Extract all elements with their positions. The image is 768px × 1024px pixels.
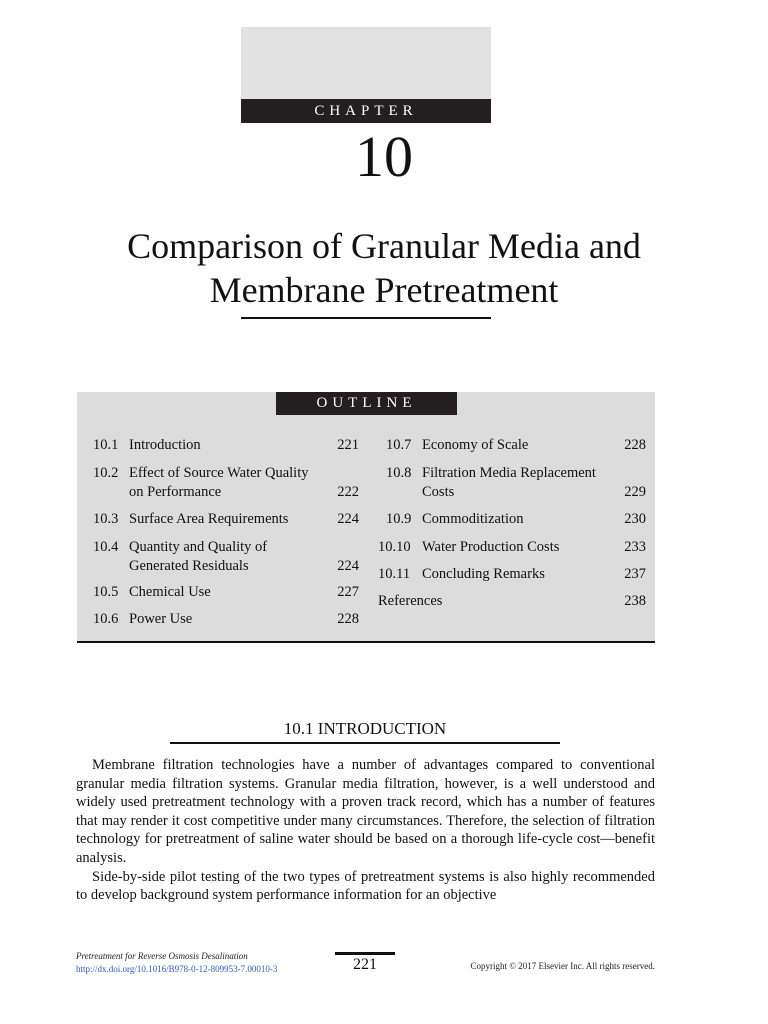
section-divider <box>170 742 560 744</box>
toc-title: Concluding Remarks <box>422 566 545 582</box>
toc-entry[interactable] <box>93 538 359 576</box>
toc-title: Power Use <box>129 611 193 627</box>
toc-title: Commoditization <box>422 511 524 527</box>
toc-number: 10.1 <box>93 437 119 453</box>
chapter-number: 10 <box>355 124 413 189</box>
toc-number: 10.8 <box>386 465 412 481</box>
toc-title-continued: Costs <box>422 484 455 500</box>
toc-title: Filtration Media Replacement <box>422 465 596 481</box>
page-number: 221 <box>353 956 377 973</box>
chapter-title-line-2: Membrane Pretreatment <box>209 270 559 310</box>
toc-number: 10.7 <box>386 437 412 453</box>
toc-number: 10.4 <box>93 539 119 555</box>
chapter-title-line-1: Comparison of Granular Media and <box>127 226 641 266</box>
toc-page: 230 <box>624 511 646 527</box>
toc-number: 10.3 <box>93 511 119 527</box>
doi-link[interactable]: http://dx.doi.org/10.1016/B978-0-12-809953-7.00010-3 <box>76 964 278 974</box>
toc-number: 10.6 <box>93 611 119 627</box>
toc-page: 222 <box>337 484 359 500</box>
page-number-rule <box>335 952 395 955</box>
toc-title: Water Production Costs <box>422 539 560 555</box>
copyright-notice: Copyright © 2017 Elsevier Inc. All rights reserved. <box>470 961 655 971</box>
toc-page: 227 <box>337 584 359 600</box>
toc-title: Introduction <box>129 437 201 453</box>
toc-title: References <box>378 593 443 609</box>
toc-page: 229 <box>624 484 646 500</box>
chapter-header <box>241 27 491 123</box>
toc-title: Quantity and Quality of <box>129 539 268 555</box>
toc-title-continued: Generated Residuals <box>129 558 249 574</box>
section-heading: 10.1 INTRODUCTION <box>283 719 447 738</box>
toc-page: 237 <box>624 566 646 582</box>
toc-page: 228 <box>337 611 359 627</box>
toc-entry[interactable] <box>93 464 359 502</box>
paragraph: Side-by-side pilot testing of the two types of pretreatment systems is also highly recommended to develop background system performance information for an objective <box>76 868 655 904</box>
toc-number: 10.11 <box>378 566 411 582</box>
toc-page: 238 <box>624 593 646 609</box>
outline-label: OUTLINE <box>276 392 457 415</box>
toc-title: Chemical Use <box>129 584 211 600</box>
toc-number: 10.5 <box>93 584 119 600</box>
toc-entry[interactable] <box>378 464 646 502</box>
toc-title: Economy of Scale <box>422 437 529 453</box>
chapter-label: CHAPTER <box>241 99 491 123</box>
chapter-title <box>60 224 708 312</box>
paragraph: Membrane filtration technologies have a number of advantages compared to conventional granular media filtration systems. Granular media filtration, however, is a well understood and widely used pretreatment technology with a proven track record, which has a number of features that may render it cost competitive under many circumstances. Therefore, the selection of filtration technology for pretreatment of saline water should be based on a thorough life-cycle cost—benefit analysis. <box>76 757 655 866</box>
toc-number: 10.9 <box>386 511 412 527</box>
book-title: Pretreatment for Reverse Osmosis Desalination <box>76 951 248 961</box>
body-text <box>76 756 655 905</box>
toc-page: 233 <box>624 539 646 555</box>
outline-box <box>77 392 655 643</box>
toc-title: Effect of Source Water Quality <box>129 465 309 481</box>
toc-title-continued: on Performance <box>129 484 222 500</box>
chapter-header-background <box>241 27 491 99</box>
toc-title: Surface Area Requirements <box>129 511 289 527</box>
toc-page: 221 <box>337 437 359 453</box>
toc-number: 10.10 <box>378 539 411 555</box>
toc-page: 224 <box>337 558 359 574</box>
toc-page: 228 <box>624 437 646 453</box>
title-divider <box>241 317 491 319</box>
footer-citation <box>76 950 277 976</box>
toc-number: 10.2 <box>93 465 119 481</box>
toc-page: 224 <box>337 511 359 527</box>
